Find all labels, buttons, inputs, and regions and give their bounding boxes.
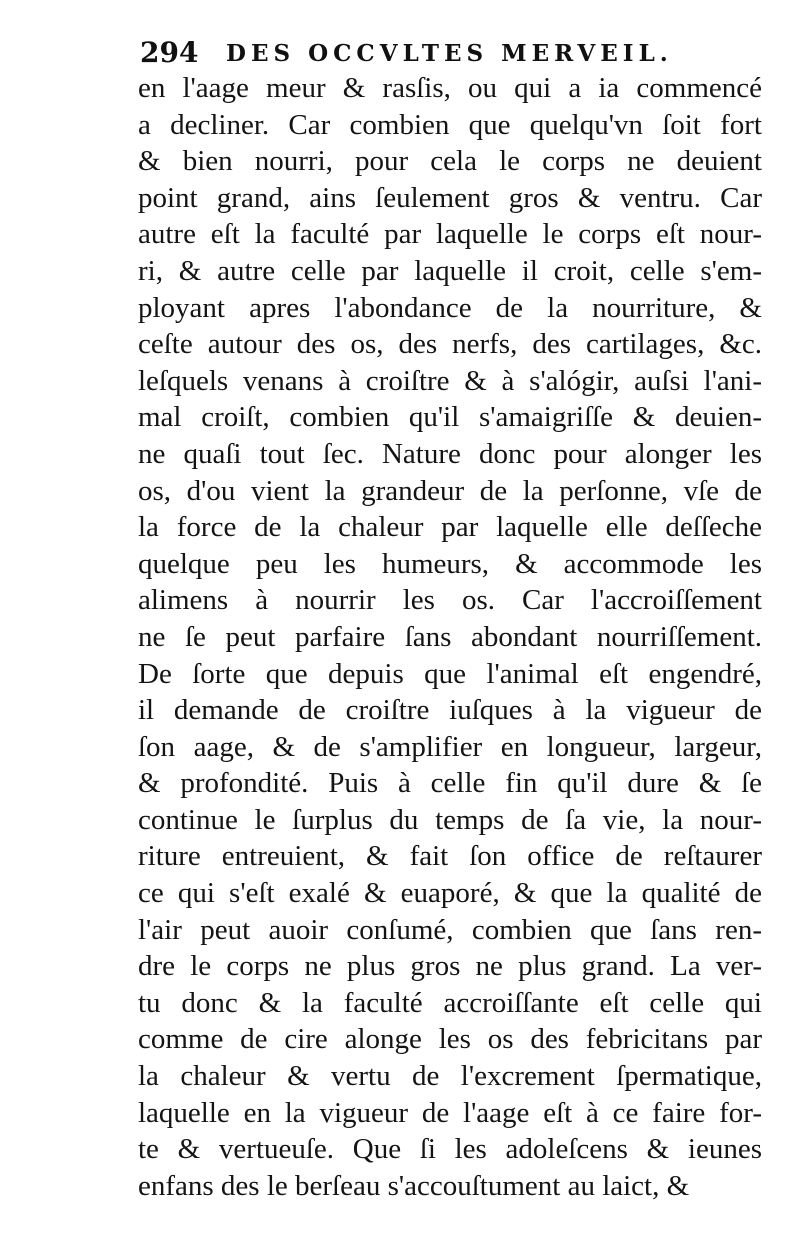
text-line: De ſorte que depuis que l'animal eſt engendré, — [138, 657, 762, 690]
text-line: point grand, ains ſeulement gros & ventru. Car — [138, 181, 762, 214]
text-line: riture entreuient, & fait ſon office de reſtaurer — [138, 840, 762, 873]
text-line: dre le corps ne plus gros ne plus grand. La ver- — [138, 950, 762, 983]
text-line: quelque peu les humeurs, & accommode les — [138, 547, 762, 580]
text-line: la chaleur & vertu de l'excrement ſpermatique, — [138, 1060, 762, 1093]
text-line: en l'aage meur & rasſis, ou qui a ia commencé — [138, 72, 762, 104]
page-number: 294 — [140, 36, 199, 69]
text-line: tu donc & la faculté accroiſſante eſt celle qui — [138, 986, 762, 1019]
text-line: ce qui s'eſt exalé & euaporé, & que la qualité de — [138, 877, 762, 910]
text-line: continue le ſurplus du temps de ſa vie, la nour- — [138, 803, 762, 836]
text-line: & profondité. Puis à celle fin qu'il dure & ſe — [138, 767, 762, 800]
text-line: comme de cire alonge les os des febricitans par — [138, 1023, 762, 1056]
text-line: la force de la chaleur par laquelle elle deſſeche — [138, 511, 762, 544]
text-line: ne quaſi tout ſec. Nature donc pour alonger les — [138, 437, 762, 470]
text-line: leſquels venans à croiſtre & à s'alógir, auſsi l'ani- — [138, 364, 762, 397]
text-line: os, d'ou vient la grandeur de la perſonne, vſe de — [138, 474, 762, 507]
page-header — [140, 36, 760, 72]
body-text — [138, 70, 762, 1204]
text-line: il demande de croiſtre iuſques à la vigueur de — [138, 694, 762, 727]
text-line: l'air peut auoir conſumé, combien que ſans ren- — [138, 913, 762, 946]
text-line: ployant apres l'abondance de la nourriture, & — [138, 291, 762, 324]
text-line: laquelle en la vigueur de l'aage eſt à ce faire for- — [138, 1096, 762, 1129]
text-line: enfans des le berſeau s'accouſtument au laict, & — [138, 1169, 690, 1202]
text-line: te & vertueuſe. Que ſi les adoleſcens & ieunes — [138, 1133, 762, 1166]
text-line: a decliner. Car combien que quelqu'vn ſoit fort — [138, 108, 762, 141]
text-line: ceſte autour des os, des nerfs, des cartilages, &c. — [138, 328, 762, 361]
text-line: ſon aage, & de s'amplifier en longueur, largeur, — [138, 730, 762, 763]
running-head: DES OCCVLTES MERVEIL. — [226, 40, 673, 67]
text-line: mal croiſt, combien qu'il s'amaigriſſe & deuien- — [138, 401, 762, 434]
text-line: ne ſe peut parfaire ſans abondant nourriſſement. — [138, 620, 762, 653]
text-line: alimens à nourrir les os. Car l'accroiſſement — [138, 584, 762, 617]
text-line: ri, & autre celle par laquelle il croit, celle s'em- — [138, 254, 762, 287]
text-line: autre eſt la faculté par laquelle le corps eſt nour- — [138, 218, 762, 251]
text-line: & bien nourri, pour cela le corps ne deuient — [138, 145, 762, 178]
